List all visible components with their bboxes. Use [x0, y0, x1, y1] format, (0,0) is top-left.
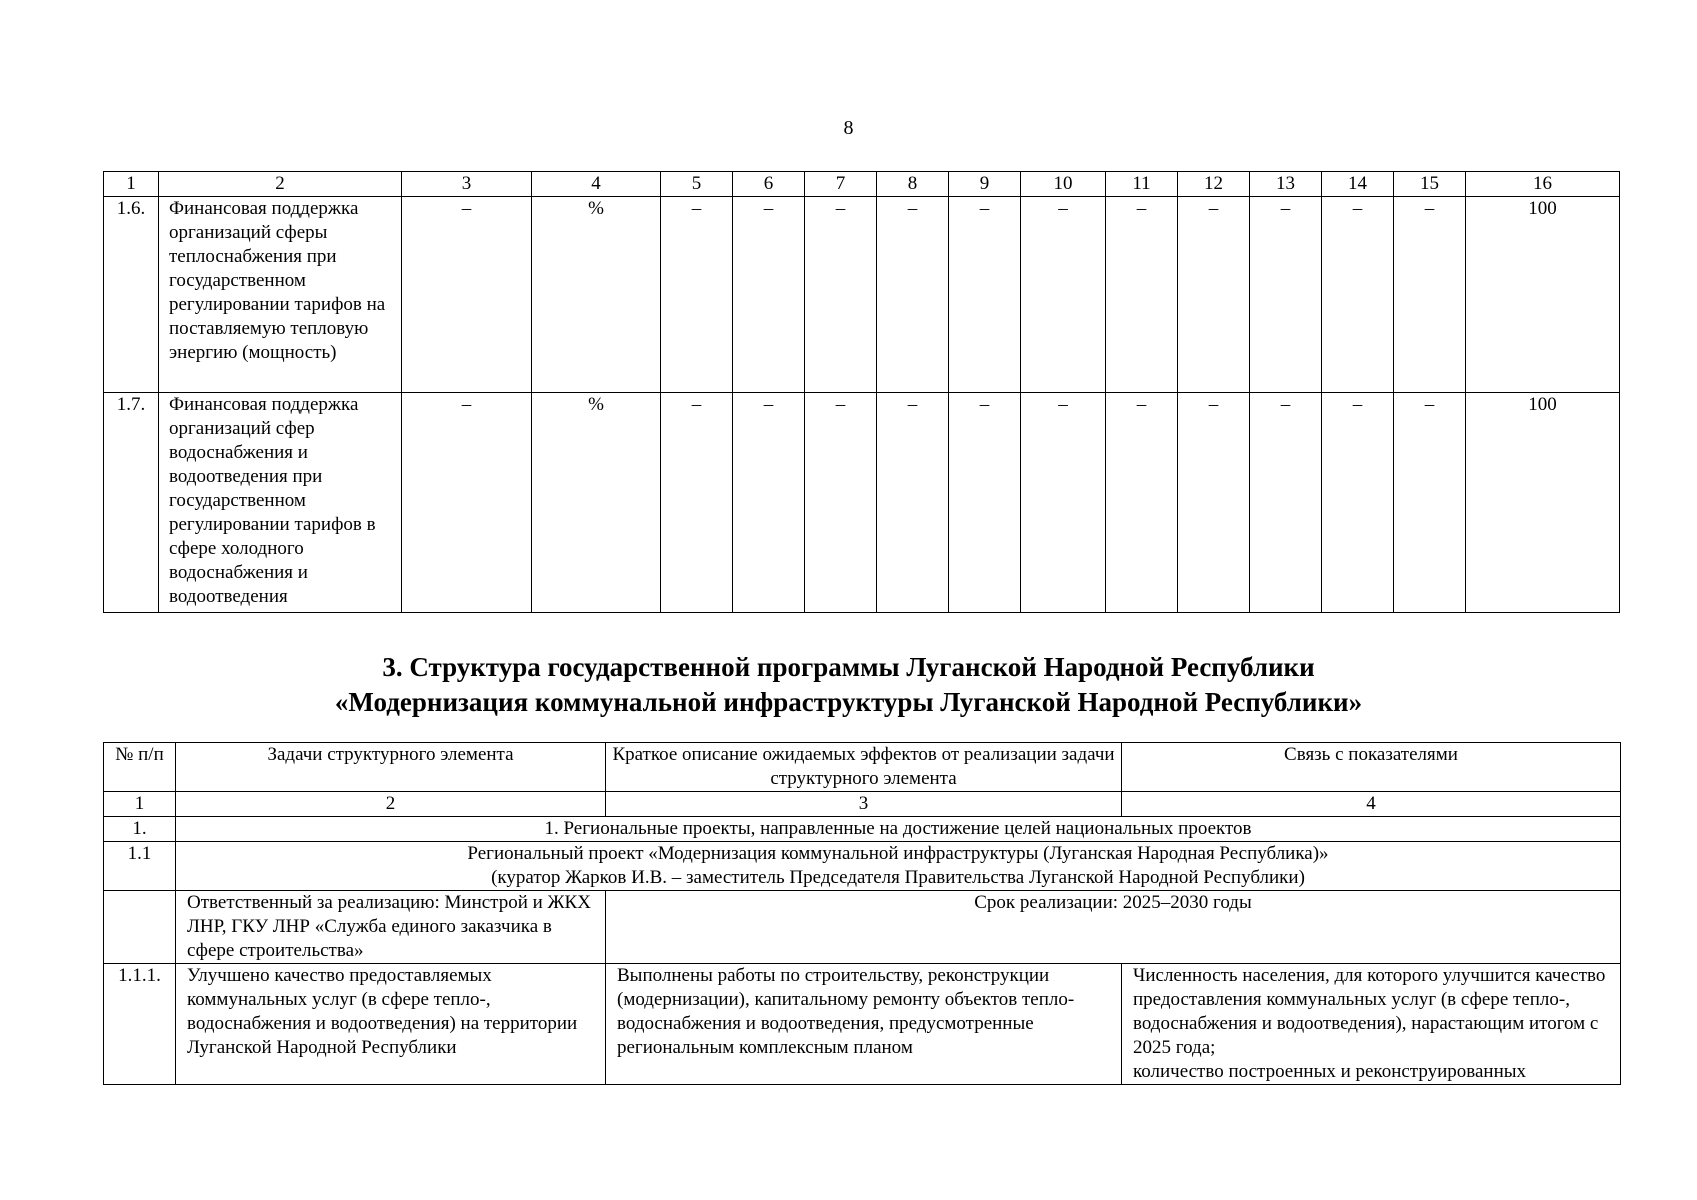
column-number-row [104, 792, 1621, 817]
header-indicators: Связь с показателями [1122, 743, 1621, 792]
header-number: № п/п [104, 743, 176, 792]
column-number: 2 [176, 792, 606, 817]
value-cell: 100 [1466, 197, 1620, 393]
table-cell: – [1250, 197, 1322, 393]
section-title-line: 3. Структура государственной программы Луганской Народной Республики [382, 652, 1315, 682]
column-number: 1 [104, 172, 159, 197]
task-effect: Выполнены работы по строительству, реконструкции (модернизации), капитальному ремонту объектов тепло- водоснабжения и водоотведения, предусмотренные региональным комплексным планом [606, 964, 1122, 1085]
column-number: 1 [104, 792, 176, 817]
column-number: 3 [402, 172, 532, 197]
table-cell: – [1322, 393, 1394, 613]
table-cell: – [661, 393, 733, 613]
empty-cell [104, 891, 176, 964]
unit-cell: % [532, 197, 661, 393]
column-number: 6 [733, 172, 805, 197]
table-cell: – [1106, 197, 1178, 393]
table-cell: – [1178, 197, 1250, 393]
project-name: Региональный проект «Модернизация коммунальной инфраструктуры (Луганская Народная Республика)» [467, 843, 1329, 864]
unit-cell: % [532, 393, 661, 613]
indicators-table [103, 171, 1620, 613]
group-row [104, 817, 1621, 842]
column-number: 2 [159, 172, 402, 197]
column-number: 8 [877, 172, 949, 197]
column-number: 14 [1322, 172, 1394, 197]
page-number: 8 [843, 117, 854, 139]
table-cell: – [1021, 197, 1106, 393]
project-curator: (куратор Жарков И.В. – заместитель Председателя Правительства Луганской Народной Республики) [491, 867, 1305, 888]
header-effects: Краткое описание ожидаемых эффектов от реализации задачи структурного элемента [606, 743, 1122, 792]
column-number: 12 [1178, 172, 1250, 197]
table-cell: – [1250, 393, 1322, 613]
indicator-text: Численность населения, для которого улучшится качество предоставления коммунальных услуг (в сфере тепло-, водоснабжения и водоотведения), нарастающим итогом с 2025 года; [1133, 965, 1606, 1058]
section-title-line: «Модернизация коммунальной инфраструктуры Луганской Народной Республики» [334, 687, 1363, 717]
row-number: 1. [104, 817, 176, 842]
header-tasks: Задачи структурного элемента [176, 743, 606, 792]
row-number: 1.7. [104, 393, 159, 613]
project-row [104, 842, 1621, 891]
value-cell: 100 [1466, 393, 1620, 613]
row-number: 1.1.1. [104, 964, 176, 1085]
column-number: 11 [1106, 172, 1178, 197]
table-cell: – [805, 197, 877, 393]
table-row [104, 197, 1620, 393]
column-number: 16 [1466, 172, 1620, 197]
term-cell: Срок реализации: 2025–2030 годы [606, 891, 1621, 964]
structure-table [103, 742, 1621, 1085]
column-number: 3 [606, 792, 1122, 817]
column-number: 4 [532, 172, 661, 197]
column-number-row [104, 172, 1620, 197]
table-cell: – [1178, 393, 1250, 613]
table-cell: – [949, 393, 1021, 613]
task-goal: Улучшено качество предоставляемых коммунальных услуг (в сфере тепло-, водоснабжения и водоотведения) на территории Луганской Народной Республики [176, 964, 606, 1085]
task-indicators [1122, 964, 1621, 1085]
indicator-text: количество построенных и реконструированных [1133, 1061, 1527, 1082]
table-cell: – [805, 393, 877, 613]
table-cell: – [1106, 393, 1178, 613]
table-cell: – [661, 197, 733, 393]
header-row [104, 743, 1621, 792]
column-number: 13 [1250, 172, 1322, 197]
task-row [104, 964, 1621, 1085]
row-number: 1.6. [104, 197, 159, 393]
indicator-name: Финансовая поддержка организаций сферы теплоснабжения при государственном регулировании тарифов на поставляемую тепловую энергию (мощность) [159, 197, 402, 393]
table-cell: – [877, 393, 949, 613]
section-title [0, 650, 1697, 720]
project-title [176, 842, 1621, 891]
table-cell: – [733, 197, 805, 393]
table-cell: – [733, 393, 805, 613]
table-cell: – [877, 197, 949, 393]
responsible-cell: Ответственный за реализацию: Минстрой и ЖКХ ЛНР, ГКУ ЛНР «Служба единого заказчика в сфере строительства» [176, 891, 606, 964]
column-number: 4 [1122, 792, 1621, 817]
group-title: 1. Региональные проекты, направленные на достижение целей национальных проектов [176, 817, 1621, 842]
table-cell: – [1394, 393, 1466, 613]
column-number: 9 [949, 172, 1021, 197]
table-cell: – [402, 393, 532, 613]
indicator-name: Финансовая поддержка организаций сфер водоснабжения и водоотведения при государственном регулировании тарифов в сфере холодного водоснабжения и водоотведения [159, 393, 402, 613]
responsible-row [104, 891, 1621, 964]
table-cell: – [1394, 197, 1466, 393]
column-number: 10 [1021, 172, 1106, 197]
table-row [104, 393, 1620, 613]
column-number: 5 [661, 172, 733, 197]
table-cell: – [949, 197, 1021, 393]
table-cell: – [1322, 197, 1394, 393]
table-cell: – [402, 197, 532, 393]
column-number: 15 [1394, 172, 1466, 197]
table-cell: – [1021, 393, 1106, 613]
row-number: 1.1 [104, 842, 176, 891]
column-number: 7 [805, 172, 877, 197]
